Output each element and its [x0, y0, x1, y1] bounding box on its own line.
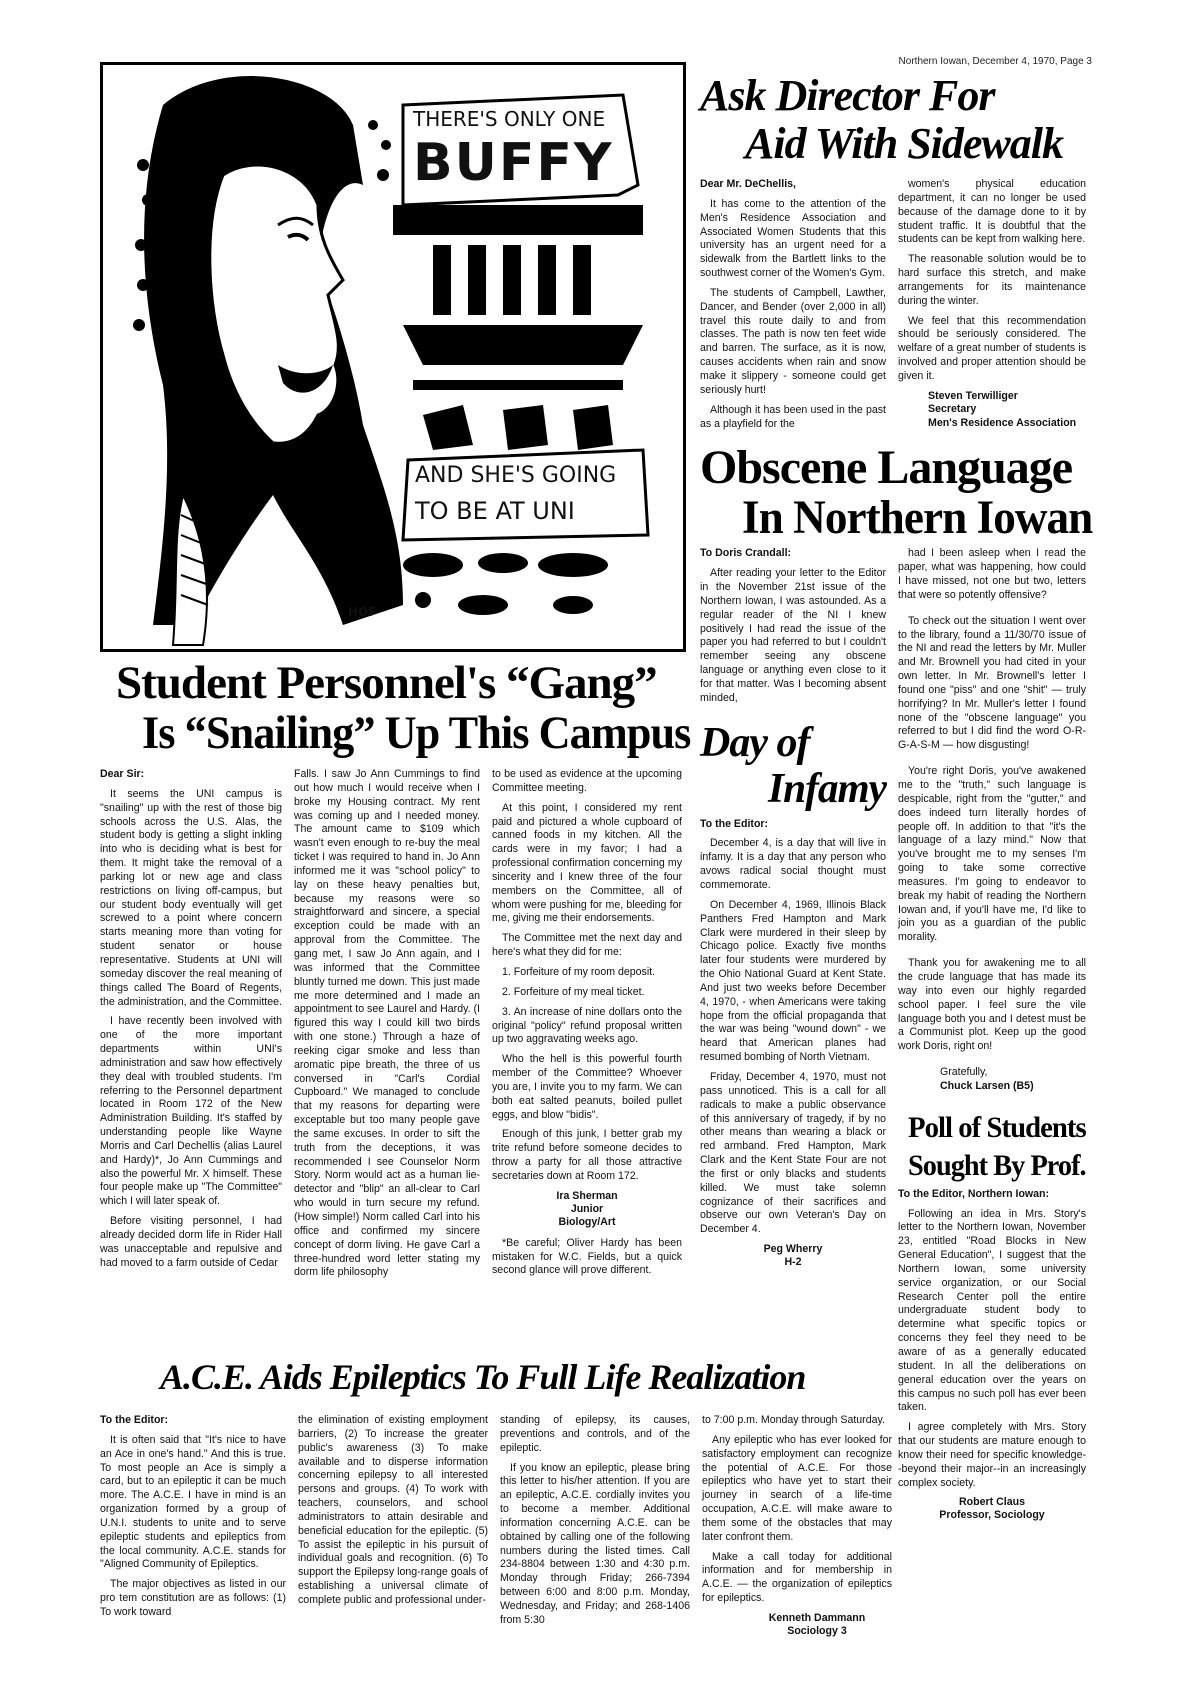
obscene-headline-2-box [700, 493, 1092, 547]
right-stack [898, 547, 1086, 1522]
paragraph: To check out the situation I went over to the library, found a 11/30/70 issue of the NI and read the letters by Mr. Muller and Mr. Brownell you had cited in your own letter. In Mr. Brownell's letter I found one "piss" and one "shit" — truly horrifying? In Mr. Muller's letter I found none of the "obscene language" you referred to but I did find the word O-R-G-A-S-M — how disgusting! [898, 614, 1086, 752]
paragraph: to 7:00 p.m. Monday through Saturday. [702, 1414, 885, 1426]
ace-region [100, 1356, 900, 1638]
paragraph: The major objectives as listed in our pro tem constitution are as follows: (1) To work toward [100, 1578, 286, 1618]
article-body [298, 1414, 488, 1608]
paragraph: At this point, I considered my rent paid and pictured a whole cupboard of canned foods in my kitchen. All the cards were in my favor; I had a professional confirmation concerning my sincerity and I knew three of the four members on the Committee, all of whom were pushing for me, bleeding for me, giving me their endorsements. [492, 801, 682, 925]
signature-line: H-2 [784, 1256, 802, 1269]
signature-line: Ira Sherman [556, 1189, 618, 1202]
paragraph: We feel that this recommendation should be seriously considered. The welfare of a great number of students is involved and proper attention should be given it. [898, 314, 1086, 382]
paragraph: 1. Forfeiture of my room deposit. [502, 965, 656, 978]
paragraph: 2. Forfeiture of my meal ticket. [502, 985, 645, 998]
article-body [898, 178, 1086, 384]
paragraph: to be used as evidence at the upcoming Committee meeting. [492, 768, 682, 794]
article-body [100, 788, 282, 1271]
left-stack [700, 547, 886, 1269]
salutation: To Doris Crandall: [700, 547, 792, 560]
paragraph: December 4, is a day that will live in infamy. It is a day that any person who avows radical social thought must commemorate. [700, 837, 886, 891]
signature-line: Sociology 3 [787, 1624, 847, 1637]
signature [702, 1612, 892, 1638]
signature [700, 1243, 886, 1269]
article-body [100, 1434, 286, 1620]
closing: Gratefully, [940, 1066, 988, 1079]
paragraph: If you know an epileptic, please bring this letter to his/her attention. If you are an epileptic, A.C.E. cordially invites you to become a member. Additional information concerning A.C.E. can be obtained by calling one of the following numbers during the listed times. Call 234-8804 between 1:30 and 4:30 p.m. Monday through Friday; 266-7394 between 6:00 and 8:00 p.m. Monday, Wednesday, and Friday; and 268-1406 from 5:30 [500, 1461, 690, 1626]
article-body [500, 1414, 690, 1628]
paragraph: the elimination of existing employment barriers, (2) To increase the greater public's awareness (3) To make available and to disperse information concerning epilepsy to all interested persons and groups. (4) To work with teachers, counselors, and school administrators to attain desirable and beneficial education for the epileptic. (5) To assist the epileptic in his pursuit of individual goals and recognition. (6) To support the Epilepsy long-range goals of establishing a universal climate of complete public and professional under- [298, 1414, 488, 1606]
cartoon-name: BUFFY [413, 133, 614, 193]
obscene-column-2 [898, 547, 1086, 1093]
article-body [294, 768, 480, 1280]
article-body [702, 1414, 892, 1606]
ace-column-4 [702, 1414, 892, 1638]
paragraph: Who the hell is this powerful fourth member of the Committee? Whoever you are, I invite you to my farm. We can both eat salted peanuts, boiled pullet eggs, and blow "bidis". [492, 1053, 682, 1121]
left-region [100, 62, 690, 1286]
paragraph: Falls. I saw Jo Ann Cummings to find out how much I would receive when I broke my Housing contract. My rent was coming up and I needed money. The amount came to $109 which wasn't even enough to re-buy the meal ticket I was required to hand in. Jo Ann informed me it was "school policy" to lay on these heavy penalties but, because my reasons were so straightforward and sincere, a special exception could be made with an approval from the Committee. The gang met, I saw Jo Ann again, and I was informed that the Committee bluntly turned me down. This just made me more determined and I made an appointment to see Laurel and Hardy. (I figured this way I could kill two birds with one stone.) Through a haze of reeking cigar smoke and less than aromatic pipe breath, the three of us conversed in "Carl's Cordial Cupboard." We managed to conclude that my reasons for departing were exceptable but too many people gave the same excuses. In order to sift the truth from the deceptions, it was recommended I see Counselor Norm Story. Norm would act as a human lie-detector and "blip" an all-clear to Carl who would in turn secure my refund. (How simple!) Norm called Carl into his office and confirmed my sincere concept of dorm living. He gave Carl a three-hundred word letter stating my dorm life philosophy [294, 768, 480, 1279]
poll-headline-1-box [898, 1110, 1086, 1148]
paragraph: The students of Campbell, Lawther, Dancer, and Bender (over 2,000 in all) travel this route daily to and from classes. The path is now ten feet wide and barren. The surface, as it is now, causes accidents when rain and snow make it slippery - someone could get seriously hurt! [700, 286, 886, 396]
paragraph: Enough of this junk, I better grab my trite refund before someone decides to throw a party for all those attractive secretaries down at Room 172. [492, 1128, 682, 1182]
paragraph: It is often said that "It's nice to have an Ace in one's hand." And this is true. To most people an Ace is simply a card, but to an epileptic it can be much more. The A.C.E. I have in mind is an organization formed by a group of U.N.I. students to unite and to serve epileptic students and epileptics from the local community. A.C.E. stands for "Aligned Community of Epileptics. [100, 1433, 286, 1571]
signature [492, 1190, 682, 1229]
salutation: To the Editor, Northern Iowan: [898, 1187, 1050, 1200]
gang-columns [100, 768, 690, 1286]
signature-line: Peg Wherry [763, 1243, 823, 1256]
poll-headline-2-box [898, 1148, 1086, 1188]
signature [898, 390, 1086, 431]
infamy-headline-1-box [700, 720, 886, 766]
article-body [898, 1208, 1086, 1491]
paragraph: I agree completely with Mrs. Story that our students are mature enough to know their need for specific knowledge--beyond their major--in an increasingly complex society. [898, 1421, 1086, 1489]
infamy-headline-2: Infamy [768, 765, 886, 812]
sidewalk-headline-2: Aid With Sidewalk [745, 119, 1063, 168]
gang-headline-1: Student Personnel's “Gang” [116, 657, 657, 709]
gang-headline-2: Is “Snailing” Up This Campus [142, 707, 691, 759]
gang-headline-2-box [100, 708, 690, 760]
gang-column-2 [294, 768, 480, 1286]
signature-line: Robert Claus [959, 1496, 1025, 1509]
signature-line: Professor, Sociology [939, 1509, 1045, 1522]
signature [898, 1496, 1086, 1522]
gang-column-1 [100, 768, 282, 1277]
obscene-column-1 [700, 547, 886, 711]
salutation: To the Editor: [100, 1414, 169, 1426]
paragraph: Although it has been used in the past as a playfield for the [700, 403, 886, 430]
ace-headline: A.C.E. Aids Epileptics To Full Life Realization [160, 1357, 806, 1397]
cartoon-caption-bottom-1: AND SHE'S GOING [415, 463, 617, 488]
paragraph: women's physical education department, it can no longer be used because of the damage done to it by student traffic. It is doubtful that the students can be kept from walking here. [898, 178, 1086, 246]
paragraph: The Committee met the next day and here's what they did for me: [492, 932, 682, 959]
paragraph: On December 4, 1969, Illinois Black Panthers Fred Hampton and Mark Clark were murdered in their sleep by Chicago police. Exactly five months later four students were murdered by the Ohio National Guard at Kent State. And just two weeks before December 4, 1970, - when Americans were taking hope from the official propaganda that the war was being "wound down" - we heard that American planes had resumed bombing of North Vietnam. [700, 898, 886, 1064]
poll-headline-2: Sought By Prof. [908, 1148, 1086, 1182]
salutation: Dear Sir: [100, 768, 145, 780]
ace-headline-box [100, 1356, 890, 1402]
sidewalk-column-2 [898, 178, 1086, 430]
paragraph: had I been asleep when I read the paper, what was happening, how could I have missed, not one but two, letters that were so potently offensive? [898, 547, 1086, 601]
ace-column-3 [500, 1414, 690, 1634]
poll-column [898, 1188, 1086, 1523]
paragraph: It seems the UNI campus is "snailing" up with the rest of those big schools across the U.S. Alas, the student body is getting a slight inkling into who is deciding what is best for them. It might take the removal of a parking lot or new age and class restrictions on living off-campus, but our student body eventually will get screwed to a point where concern starts meaning more than voting for student senator or house representative. Students at UNI will someday discover the real meaning of things called The Board of Regents, the administration, and the Committee. [100, 787, 282, 1008]
signature-line: Men's Residence Association [928, 416, 1077, 429]
paragraph: You're right Doris, you've awakened me to the "truth," such language is despicable, right from the "gutter," and does indeed turn literally hordes of people off. In addition to that "it's the language of a lazy mind." Now that you've brought me to my senses I'm going to take some corrective measures. I'm going to endeavor to break my habit of reading the Northern Iowan and, if you'll have me, I'd like to join you as a guardian of the public morality. [898, 765, 1086, 944]
signature-line: Secretary [928, 403, 977, 416]
paragraph: The reasonable solution would be to hard surface this stretch, and make arrangements for its maintenance during the winter. [898, 253, 1086, 307]
cartoon-caption-bottom-2: TO BE AT UNI [415, 497, 575, 525]
signature: Chuck Larsen (B5) [940, 1079, 1034, 1092]
paragraph: After reading your letter to the Editor in the November 21st issue of the Northern Iowan, I was astounded. As a regular reader of the NI I knew positively I had read the issue of the paper you had referred to but I couldn't remember seeing any obscene language or anything even close to it for that matter. Was I becoming absent minded, [700, 567, 886, 704]
article-body [700, 198, 886, 432]
page-folio: Northern Iowan, December 4, 1970, Page 3 [898, 56, 1092, 67]
gang-headline-1-box [100, 658, 690, 708]
sidewalk-column-1 [700, 178, 886, 437]
signature-line: Junior [570, 1202, 604, 1215]
gang-column-3 [492, 768, 682, 1284]
paragraph: Any epileptic who has ever looked for satisfactory employment can recognize the potential of A.C.E. For those epileptics who have yet to start their journey in search of a life-time occupation, A.C.E. will make aware to them some of the obstacles that may later confront them. [702, 1433, 892, 1543]
ace-column-2 [298, 1414, 488, 1614]
article-body [700, 837, 886, 1237]
signature-line: Biology/Art [558, 1215, 616, 1228]
ace-column-1 [100, 1414, 286, 1626]
article-body [492, 768, 682, 1184]
obscene-headline-1: Obscene Language [700, 441, 1073, 495]
paragraph: Make a call today for additional information and for membership in A.C.E. — the organization of epileptics for epileptics. [702, 1550, 892, 1605]
article-body [700, 567, 886, 705]
cartoon-caption-top: THERE'S ONLY ONE [413, 107, 606, 131]
ace-columns [100, 1414, 900, 1638]
right-region [700, 72, 1092, 1522]
sidewalk-headline-1-box [700, 72, 1092, 120]
paragraph: Following an idea in Mrs. Story's letter to the Northern Iowan, November 23, entitled "Road Blocks in New General Education", I suggest that the Northern Iowan, some university service organization, or our Social Research Center poll the entire undergraduate student body to determine what specific topics or concerns they feel they need to be aware of as a generally educated student. In all the deliberations on general education over the years on this campus no such poll has ever been taken. [898, 1207, 1086, 1414]
paragraph: It has come to the attention of the Men's Residence Association and Associated Women Students that this university has an urgent need for a sidewalk from the Bartlett links to the southwest corner of the Women's Gym. [700, 197, 886, 280]
paragraph: Thank you for awakening me to all the crude language that has made its way into even our highly regarded school paper. I feel sure the vile language both you and I detest must be a Communist plot. Keep up the good work Doris, right on! [898, 957, 1086, 1053]
salutation: Dear Mr. DeChellis, [700, 178, 796, 190]
paragraph: I have recently been involved with one of the more important departments within UNI's administration and saw how effectively they deal with troubled students. I'm referring to the Personnel department located in Room 172 of the New Administration Building. It's staffed by understanding people like Wayne Morris and Carl Dechellis (alias Laurel and Hardy)*, Jo Ann Cummings and also the powerful Mr. X himself. These four people make up "The Committee" which I will later speak of. [100, 1015, 282, 1208]
signature-line: Steven Terwilliger [928, 389, 1018, 402]
article-body [898, 547, 1086, 1054]
buffy-cartoon [100, 62, 686, 652]
salutation: To the Editor: [700, 817, 769, 830]
paragraph: Friday, December 4, 1970, must not pass unnoticed. This is a call for all radicals to make a public observance of this anniversary of tragedy, if by no other means than wearing a black or red armband. Fred Hampton, Mark Clark and the Kent State Four are not the first or only blacks and students killed. We must take solemn cognizance of their sacrifices and observe our own Veteran's Day on December 4. [700, 1070, 886, 1236]
poll-headline-1: Poll of Students [908, 1110, 1086, 1144]
sidewalk-headline-1: Ask Director For [700, 71, 995, 120]
signature-line: Kenneth Dammann [768, 1611, 866, 1624]
sidewalk-columns [700, 178, 1092, 437]
obscene-headline-1-box [700, 443, 1092, 493]
obscene-headline-2: In Northern Iowan [742, 491, 1093, 545]
paragraph: Before visiting personnel, I had already decided dorm life in Rider Hall was unacceptable and repulsive and had moved to a farm outside of Cedar [100, 1215, 282, 1269]
infamy-headline-2-box [700, 766, 886, 818]
infamy-column [700, 818, 886, 1269]
infamy-headline-1: Day of [700, 719, 810, 766]
sidewalk-headline-2-box [700, 120, 1092, 172]
artist-signature: HOF [348, 605, 377, 619]
paragraph: 3. An increase of nine dollars onto the original "policy" refund proposal written up two aggravating weeks ago. [492, 1005, 682, 1046]
footnote: *Be careful; Oliver Hardy has been mistaken for W.C. Fields, but a quick second glance will prove different. [492, 1236, 682, 1277]
paragraph: standing of epilepsy, its causes, preventions and controls, and of the epileptic. [500, 1414, 690, 1454]
